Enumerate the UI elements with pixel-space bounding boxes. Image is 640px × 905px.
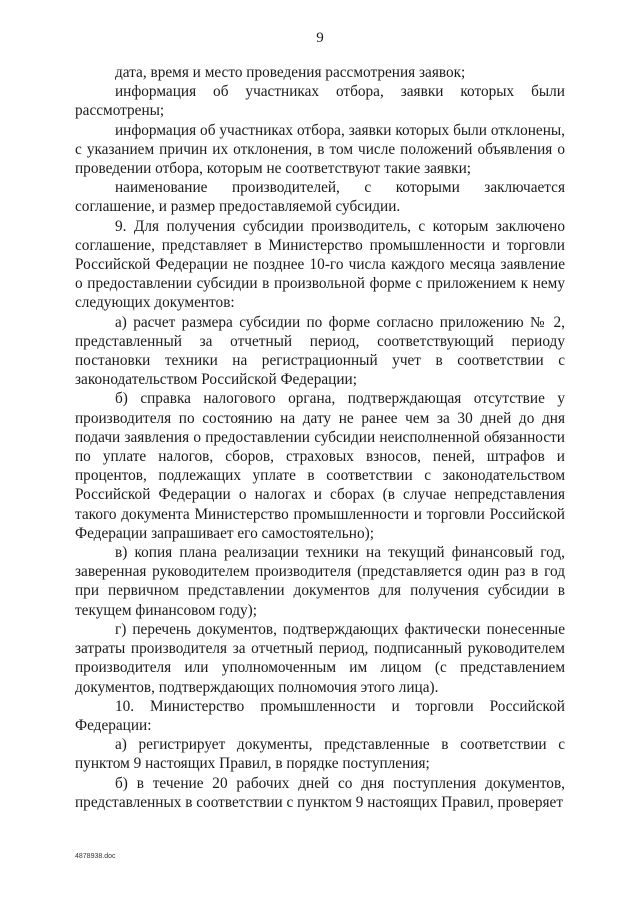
document-body [75, 63, 565, 812]
paragraph: б) в течение 20 рабочих дней со дня поступления документов, представленных в соответствии с пунктом 9 настоящих Правил, проверяет [75, 774, 565, 811]
paragraph: 9. Для получения субсидии производитель, с которым заключено соглашение, представляет в Министерство промышленности и торговли Российской Федерации не позднее 10-го числа каждого месяца заявление о предоставлении субсидии в произвольной форме с приложением к нему следующих документов: [75, 217, 565, 312]
paragraph: дата, время и место проведения рассмотрения заявок; [115, 64, 466, 81]
footer-filename: 4878938.doc [75, 853, 116, 860]
paragraph: информация об участниках отбора, заявки которых были отклонены, с указанием причин их отклонения, в том числе положений объявления о проведении отбора, которым не соответствуют такие заявки; [75, 121, 565, 178]
paragraph: 10. Министерство промышленности и торговли Российской Федерации: [75, 697, 565, 734]
paragraph: наименование производителей, с которыми заключается соглашение, и размер предоставляемой субсидии. [75, 179, 565, 216]
paragraph: г) перечень документов, подтверждающих фактически понесенные затраты производителя за отчетный период, подписанный руководителем производителя или уполномоченным им лицом (с представлением документов, подтверждающих полномочия этого лица). [75, 620, 565, 696]
paragraph: информация об участниках отбора, заявки которых были рассмотрены; [75, 83, 565, 120]
paragraph: в) копия плана реализации техники на текущий финансовый год, заверенная руководителем производителя (представляется один раз в год при первичном представлении документов для получения субсидии в текущем финансовом году); [75, 544, 565, 619]
paragraph: а) расчет размера субсидии по форме согласно приложению № 2, представленный за отчетный период, соответствующий периоду постановки техники на регистрационный учет в соответствии с законодательством Российской Федерации; [75, 313, 565, 389]
page-number: 9 [316, 30, 324, 46]
paragraph: б) справка налогового органа, подтверждающая отсутствие у производителя по состоянию на дату не ранее чем за 30 дней до дня подачи заявления о предоставлении субсидии неисполненной обязанности по уплате налогов, сборов, страховых взносов, пеней, штрафов и процентов, подлежащих уплате в соответствии с законодательством Российской Федерации о налогах и сборах (в случае непредставления такого документа Министерство промышленности и торговли Российской Федерации запрашивает его самостоятельно); [75, 390, 565, 542]
paragraph: а) регистрирует документы, представленные в соответствии с пунктом 9 настоящих Правил, в порядке поступления; [75, 736, 565, 773]
